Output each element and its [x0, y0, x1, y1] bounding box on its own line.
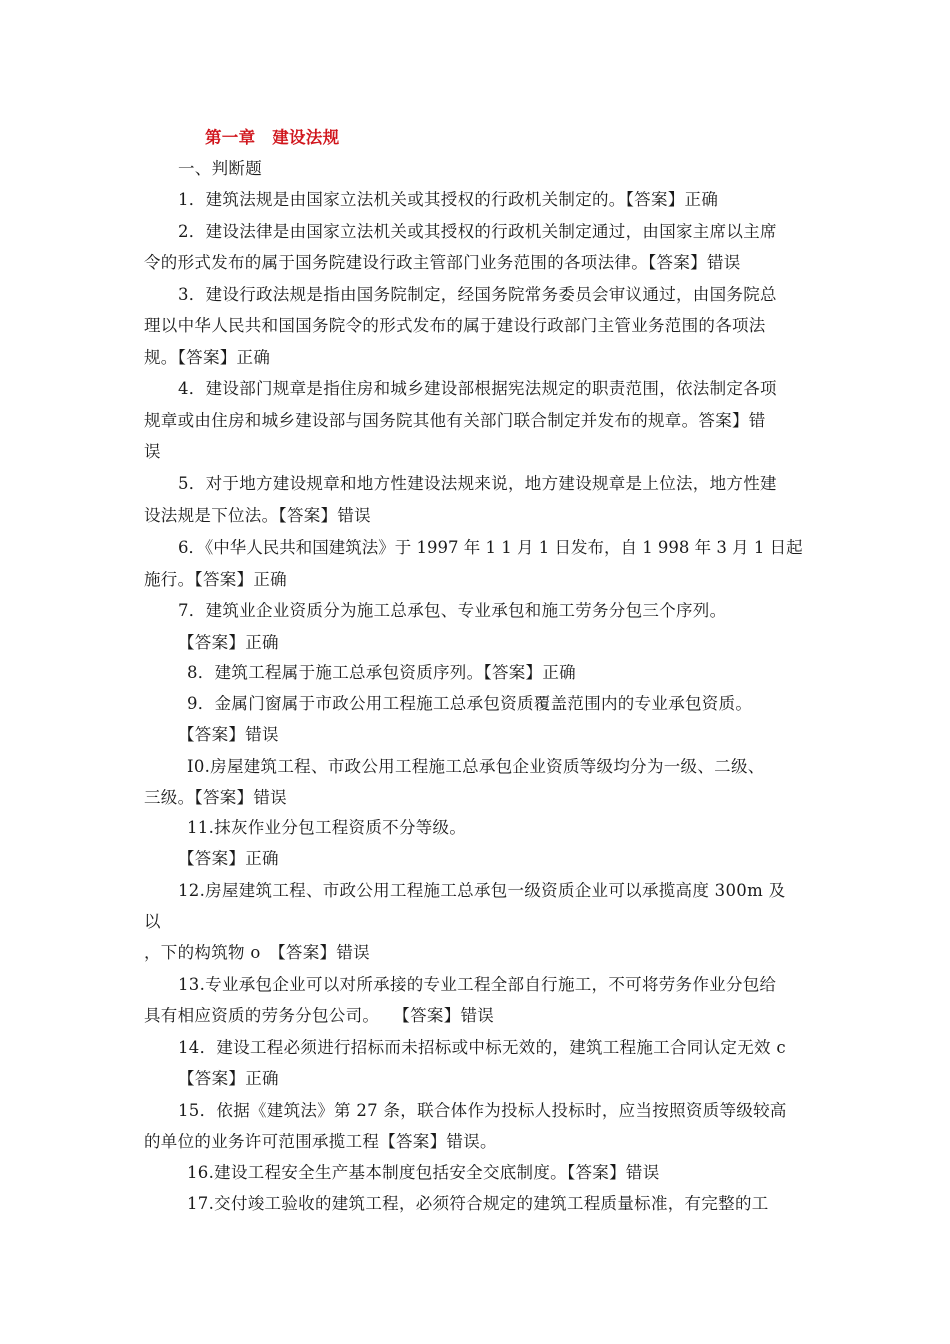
- text-line: 具有相应资质的劳务分包公司。 【答案】错误: [144, 1006, 495, 1025]
- text-line: 4．建设部门规章是指住房和城乡建设部根据宪法规定的职责范围，依法制定各项: [178, 379, 777, 398]
- text-line: 理以中华人民共和国国务院令的形式发布的属于建设行政部门主管业务范围的各项法: [144, 316, 766, 335]
- text-line: 规章或由住房和城乡建设部与国务院其他有关部门联合制定并发布的规章。答案】错: [144, 411, 766, 430]
- text-line: 规。【答案】正确: [144, 348, 271, 367]
- text-line: 15．依据《建筑法》第 27 条，联合体作为投标人投标时，应当按照资质等级较高: [178, 1101, 787, 1120]
- text-line: I0.房屋建筑工程、市政公用工程施工总承包企业资质等级均分为一级、二级、: [187, 757, 765, 776]
- text-line: 令的形式发布的属于国务院建设行政主管部门业务范围的各项法律。【答案】错误: [144, 253, 741, 272]
- text-line: 8．建筑工程属于施工总承包资质序列。【答案】正确: [187, 663, 576, 682]
- text-line: 5．对于地方建设规章和地方性建设法规来说，地方建设规章是上位法，地方性建: [178, 474, 777, 493]
- text-line: 误: [144, 442, 161, 461]
- text-line: 2．建设法律是由国家立法机关或其授权的行政机关制定通过，由国家主席以主席: [178, 222, 777, 241]
- text-line: 17.交付竣工验收的建筑工程，必须符合规定的建筑工程质量标准，有完整的工: [187, 1194, 769, 1213]
- text-line: 9．金属门窗属于市政公用工程施工总承包资质覆盖范围内的专业承包资质。: [187, 694, 753, 713]
- text-line: 的单位的业务许可范围承揽工程【答案】错误。: [144, 1132, 497, 1151]
- text-line: 11.抹灰作业分包工程资质不分等级。: [187, 818, 467, 837]
- text-line: 6．《中华人民共和国建筑法》于 1997 年 1 1 月 1 日发布，自 1 998 年 3 月 1 日起: [178, 538, 803, 557]
- text-line: 12.房屋建筑工程、市政公用工程施工总承包一级资质企业可以承揽高度 300m 及: [178, 881, 786, 900]
- text-line: 以: [144, 912, 161, 931]
- text-line: 14．建设工程必须进行招标而未招标或中标无效的，建筑工程施工合同认定无效 c: [178, 1038, 786, 1057]
- text-line: 施行。【答案】正确: [144, 570, 287, 589]
- text-line: 【答案】正确: [178, 1069, 279, 1088]
- text-line: 13.专业承包企业可以对所承接的专业工程全部自行施工，不可将劳务作业分包给: [178, 975, 777, 994]
- text-line: 【答案】错误: [178, 725, 279, 744]
- text-line: 【答案】正确: [178, 849, 279, 868]
- chapter-title: 第一章 建设法规: [205, 128, 340, 147]
- section-heading: 一、判断题: [178, 159, 262, 178]
- text-line: 3．建设行政法规是指由国务院制定，经国务院常务委员会审议通过，由国务院总: [178, 285, 777, 304]
- text-line: 1．建筑法规是由国家立法机关或其授权的行政机关制定的。【答案】正确: [178, 190, 719, 209]
- text-line: 设法规是下位法。【答案】错误: [144, 506, 371, 525]
- text-line: 【答案】正确: [178, 633, 279, 652]
- text-line: 7．建筑业企业资质分为施工总承包、专业承包和施工劳务分包三个序列。: [178, 601, 727, 620]
- text-line: 16.建设工程安全生产基本制度包括安全交底制度。【答案】错误: [187, 1163, 660, 1182]
- text-line: ，下的构筑物 o 【答案】错误: [144, 943, 370, 962]
- text-line: 三级。【答案】错误: [144, 788, 287, 807]
